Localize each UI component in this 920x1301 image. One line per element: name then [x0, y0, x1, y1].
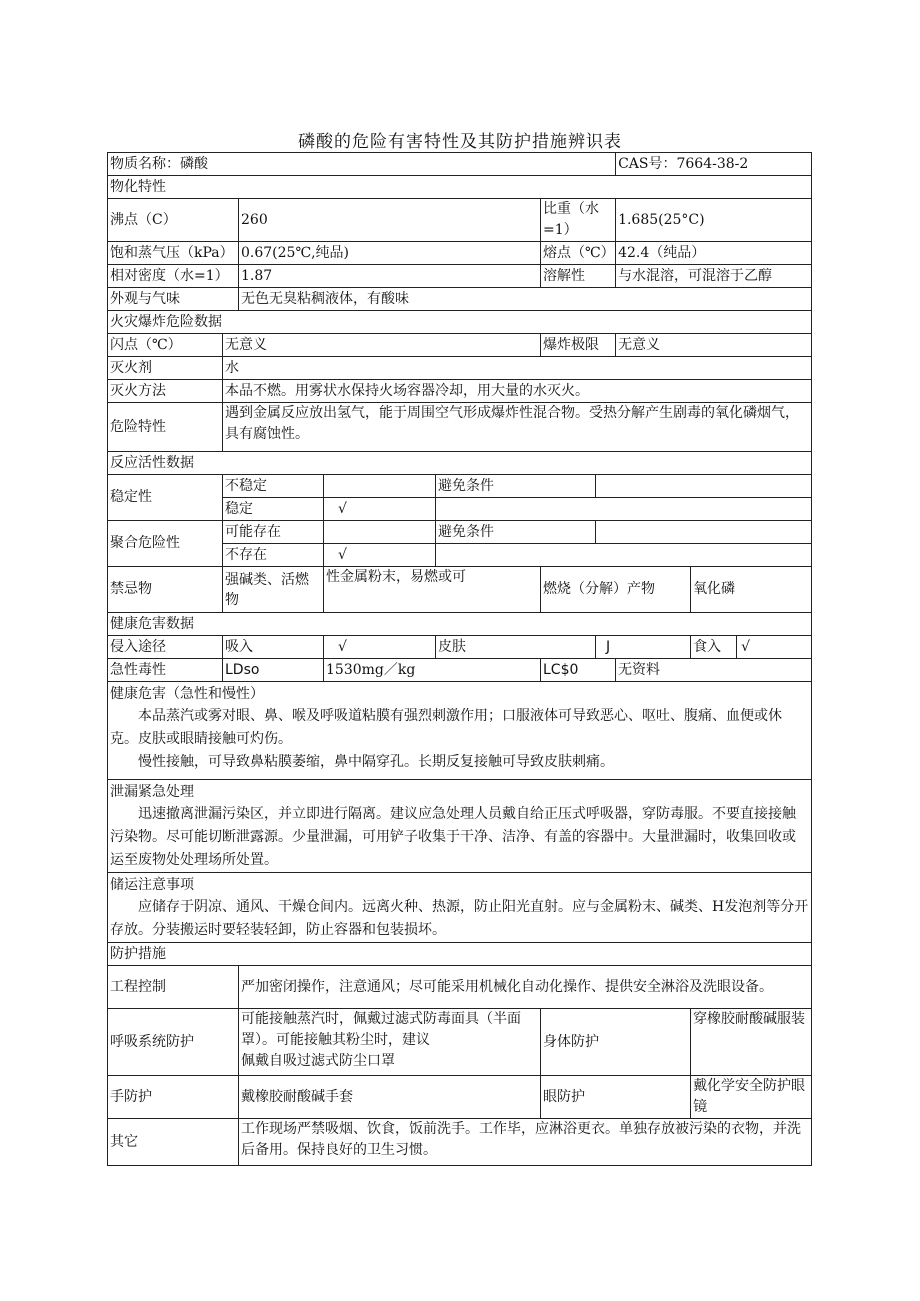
unstable-option: 不稳定: [223, 475, 324, 498]
combust-value: 氧化磷: [691, 567, 812, 613]
avoid-value-2: [596, 521, 812, 544]
spill-text: 迅速撤离泄漏污染区，并立即进行隔离。建议应急处理人员戴自给正压式呼吸器，穿防毒服。不要直接接触污染物。尽可能切断泄露源。少量泄漏，可用铲子收集于干净、洁净、有盖的容器中。大量泄漏时，收集回收或运至废物处处理场所处置。: [110, 806, 796, 868]
inhale-label: 吸入: [223, 636, 324, 659]
vp-value: 0.67(25℃,纯品): [239, 242, 541, 265]
eng-label: 工程控制: [108, 966, 239, 1009]
document-title: 磷酸的危险有害特性及其防护措施辨识表: [298, 132, 622, 152]
sg-value: 1.685(25°C): [616, 199, 812, 242]
method-label: 灭火方法: [108, 380, 223, 403]
resp-value-1: 可能接触蒸汽时，佩戴过滤式防毒面具（半面罩）。可能接触其粉尘时，建议: [241, 1011, 521, 1048]
cas-number: CAS号：7664-38-2: [616, 153, 812, 176]
sg-label: 比重（水=1）: [541, 199, 616, 242]
hand-value: 戴橡胶耐酸碱手套: [239, 1076, 541, 1119]
explo-label: 爆炸极限: [541, 334, 616, 357]
fire-hazard-value: 遇到金属反应放出氢气，能于周围空气形成爆炸性混合物。受热分解产生剧毒的氧化磷烟气，具有腐蚀性。: [223, 403, 812, 452]
eng-value: 严加密闭操作，注意通风；尽可能采用机械化自动化操作、提供安全淋浴及洗眼设备。: [239, 966, 812, 1009]
rd-value: 1.87: [239, 265, 541, 288]
hand-label: 手防护: [108, 1076, 239, 1119]
vp-label: 饱和蒸气压（kPa）: [108, 242, 239, 265]
storage-text: 应储存于阴凉、通风、干燥仓间内。远离火种、热源，防止阳光直射。应与金属粉末、碱类、H发泡剂等分开存放。分装搬运时要轻装轻卸，防止容器和包装损坏。: [110, 899, 809, 938]
route-label: 侵入途径: [108, 636, 223, 659]
sol-value: 与水混溶，可混溶于乙醇: [616, 265, 812, 288]
flash-value: 无意义: [223, 334, 541, 357]
ld-label: LDso: [223, 659, 324, 682]
resp-value-2: 佩戴自吸过滤式防尘口罩: [241, 1053, 395, 1069]
fire-hazard-label: 危险特性: [108, 403, 223, 452]
ld-value: 1530mg／kg: [324, 659, 541, 682]
substance-name: 物质名称：磷酸: [108, 153, 616, 176]
storage-title: 储运注意事项: [110, 877, 194, 893]
lc-value: 无资料: [616, 659, 812, 682]
health-hazard-chronic: 慢性接触，可导致鼻粘膜萎缩，鼻中隔穿孔。长期反复接触可导致皮肤刺痛。: [138, 754, 614, 770]
possible-mark: [324, 521, 436, 544]
spill-title: 泄漏紧急处理: [110, 784, 194, 800]
eye-value: 戴化学安全防护眼镜: [691, 1076, 812, 1119]
section-fire: 火灾爆炸危险数据: [108, 311, 812, 334]
stable-option: 稳定: [223, 498, 324, 521]
tox-label: 急性毒性: [108, 659, 223, 682]
ingest-mark: √: [737, 636, 812, 659]
section-protection: 防护措施: [108, 943, 812, 966]
unstable-mark: [324, 475, 436, 498]
eye-label: 眼防护: [541, 1076, 691, 1119]
incompat-value-2: 性金属粉末，易燃或可: [324, 567, 541, 613]
agent-label: 灭火剂: [108, 357, 223, 380]
agent-value: 水: [223, 357, 812, 380]
mp-value: 42.4（纯品）: [616, 242, 812, 265]
incompat-value-1: 强碱类、活燃物: [223, 567, 324, 613]
section-reactivity: 反应活性数据: [108, 452, 812, 475]
boiling-label: 沸点（C）: [108, 199, 239, 242]
other-value: 工作现场严禁吸烟、饮食，饭前洗手。工作毕，应淋浴更衣。单独存放被污染的衣物，并洗后备用。保持良好的卫生习惯。: [239, 1119, 812, 1166]
other-label: 其它: [108, 1119, 239, 1166]
combust-label: 燃烧（分解）产物: [541, 567, 691, 613]
method-value: 本品不燃。用雾状水保持火场容器冷却，用大量的水灭火。: [223, 380, 812, 403]
avoid-value-1: [596, 475, 812, 498]
polymer-blank: [436, 544, 812, 567]
polymer-label: 聚合危险性: [108, 521, 223, 567]
appear-label: 外观与气味: [108, 288, 239, 311]
hazard-table: [107, 152, 811, 1158]
mp-label: 熔点（℃）: [541, 242, 616, 265]
flash-label: 闪点（℃）: [108, 334, 223, 357]
appear-value: 无色无臭粘稠液体，有酸味: [239, 288, 812, 311]
incompat-label: 禁忌物: [108, 567, 223, 613]
absent-mark: √: [324, 544, 436, 567]
skin-label: 皮肤: [436, 636, 596, 659]
section-physchem: 物化特性: [108, 176, 812, 199]
stability-blank: [436, 498, 812, 521]
absent-option: 不存在: [223, 544, 324, 567]
skin-mark: J: [596, 636, 691, 659]
sol-label: 溶解性: [541, 265, 616, 288]
resp-label: 呼吸系统防护: [108, 1009, 239, 1076]
explo-value: 无意义: [616, 334, 812, 357]
lc-label: LC$0: [541, 659, 616, 682]
health-hazard-title: 健康危害（急性和慢性）: [110, 686, 264, 702]
boiling-value: 260: [239, 199, 541, 242]
inhale-mark: √: [324, 636, 436, 659]
stable-mark: √: [324, 498, 436, 521]
avoid-label-1: 避免条件: [436, 475, 596, 498]
health-hazard-acute: 本品蒸汽或雾对眼、鼻、喉及呼吸道粘膜有强烈刺激作用；口服液体可导致恶心、呕吐、腹痛、血便或休克。皮肤或眼睛接触可灼伤。: [110, 708, 782, 747]
ingest-label: 食入: [691, 636, 737, 659]
body-value: 穿橡胶耐酸碱服装: [691, 1009, 812, 1076]
rd-label: 相对密度（水=1）: [108, 265, 239, 288]
avoid-label-2: 避免条件: [436, 521, 596, 544]
possible-option: 可能存在: [223, 521, 324, 544]
section-health: 健康危害数据: [108, 613, 812, 636]
stability-label: 稳定性: [108, 475, 223, 521]
body-label: 身体防护: [541, 1009, 691, 1076]
